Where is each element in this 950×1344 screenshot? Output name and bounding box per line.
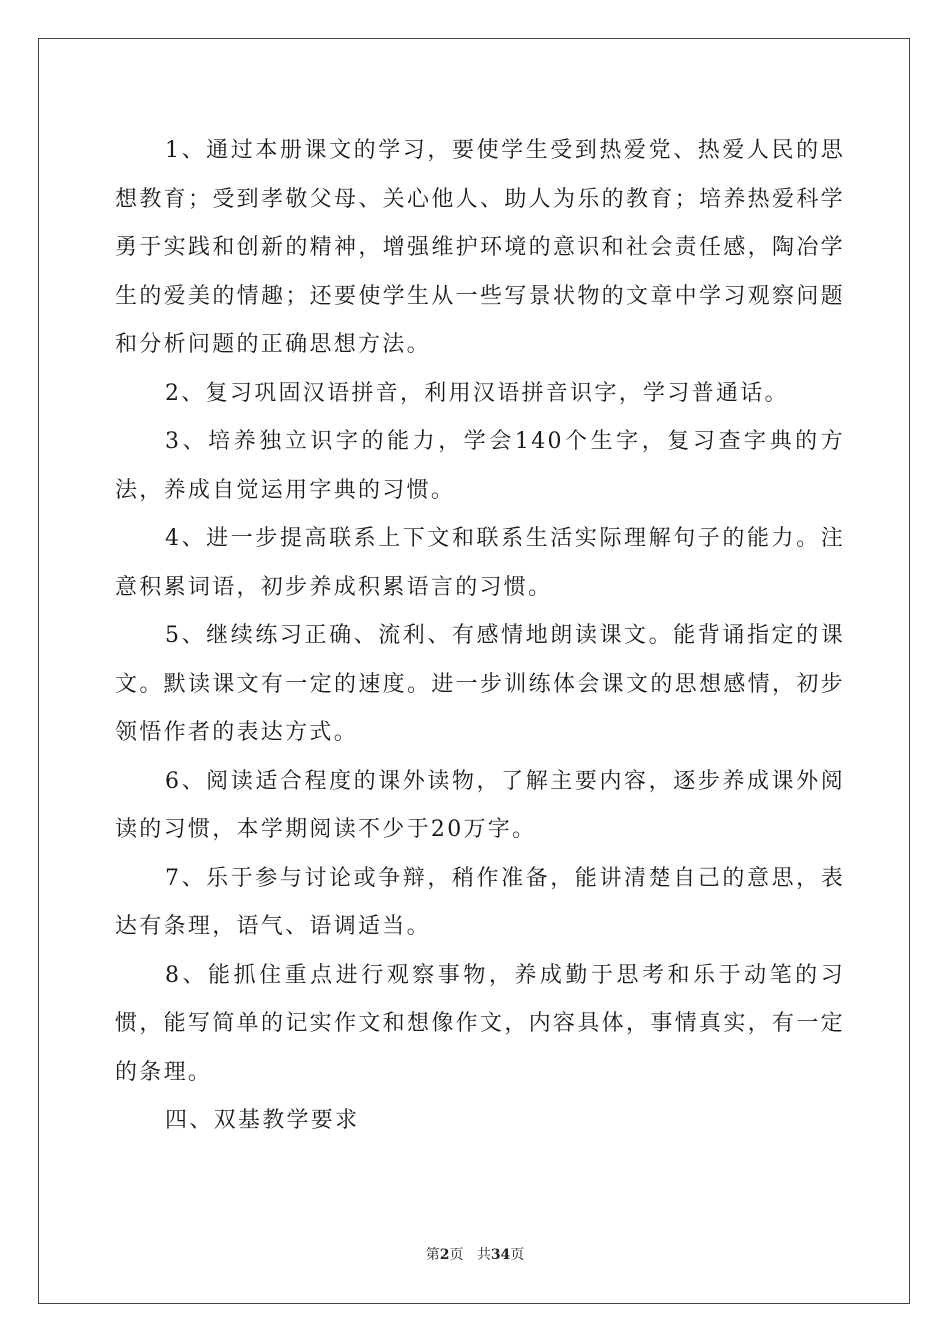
page-suffix: 页 xyxy=(449,1247,464,1263)
paragraph-5: 5、继续练习正确、流利、有感情地朗读课文。能背诵指定的课文。默读课文有一定的速度。进一步训练体会课文的思想感情，初步领悟作者的表达方式。 xyxy=(115,623,845,745)
paragraph-1: 1、通过本册课文的学习，要使学生受到热爱党、热爱人民的思想教育；受到孝敬父母、关心他人、助人为乐的教育；培养热爱科学勇于实践和创新的精神，增强维护环境的意识和社会责任感，陶冶学生的爱美的情趣；还要使学生从一些写景状物的文章中学习观察问题和分析问题的正确思想方法。 xyxy=(115,138,845,357)
total-suffix: 页 xyxy=(510,1247,525,1263)
paragraph-7: 7、乐于参与讨论或争辩，稍作准备，能讲清楚自己的意思，表达有条理，语气、语调适当。 xyxy=(115,865,845,939)
paragraph-3: 3、培养独立识字的能力，学会140个生字，复习查字典的方法，养成自觉运用字典的习惯。 xyxy=(115,429,845,503)
page-prefix: 第 xyxy=(425,1247,440,1263)
paragraph-8: 8、能抓住重点进行观察事物，养成勤于思考和乐于动笔的习惯，能写简单的记实作文和想像作文，内容具体，事情真实，有一定的条理。 xyxy=(115,962,845,1085)
paragraph-2: 2、复习巩固汉语拼音，利用汉语拼音识字，学习普通话。 xyxy=(165,380,789,406)
page-number: 2 xyxy=(439,1247,450,1263)
total-pages: 34 xyxy=(490,1247,511,1263)
paragraph-6: 6、阅读适合程度的课外读物，了解主要内容，逐步养成课外阅读的习惯，本学期阅读不少于20万字。 xyxy=(115,768,845,842)
paragraph-4: 4、进一步提高联系上下文和联系生活实际理解句子的能力。注意积累词语，初步养成积累语言的习惯。 xyxy=(115,526,845,600)
total-prefix: 共 xyxy=(476,1247,491,1263)
document-body xyxy=(115,127,845,1146)
page-footer xyxy=(0,1244,950,1264)
section-heading: 四、双基教学要求 xyxy=(165,1108,360,1133)
